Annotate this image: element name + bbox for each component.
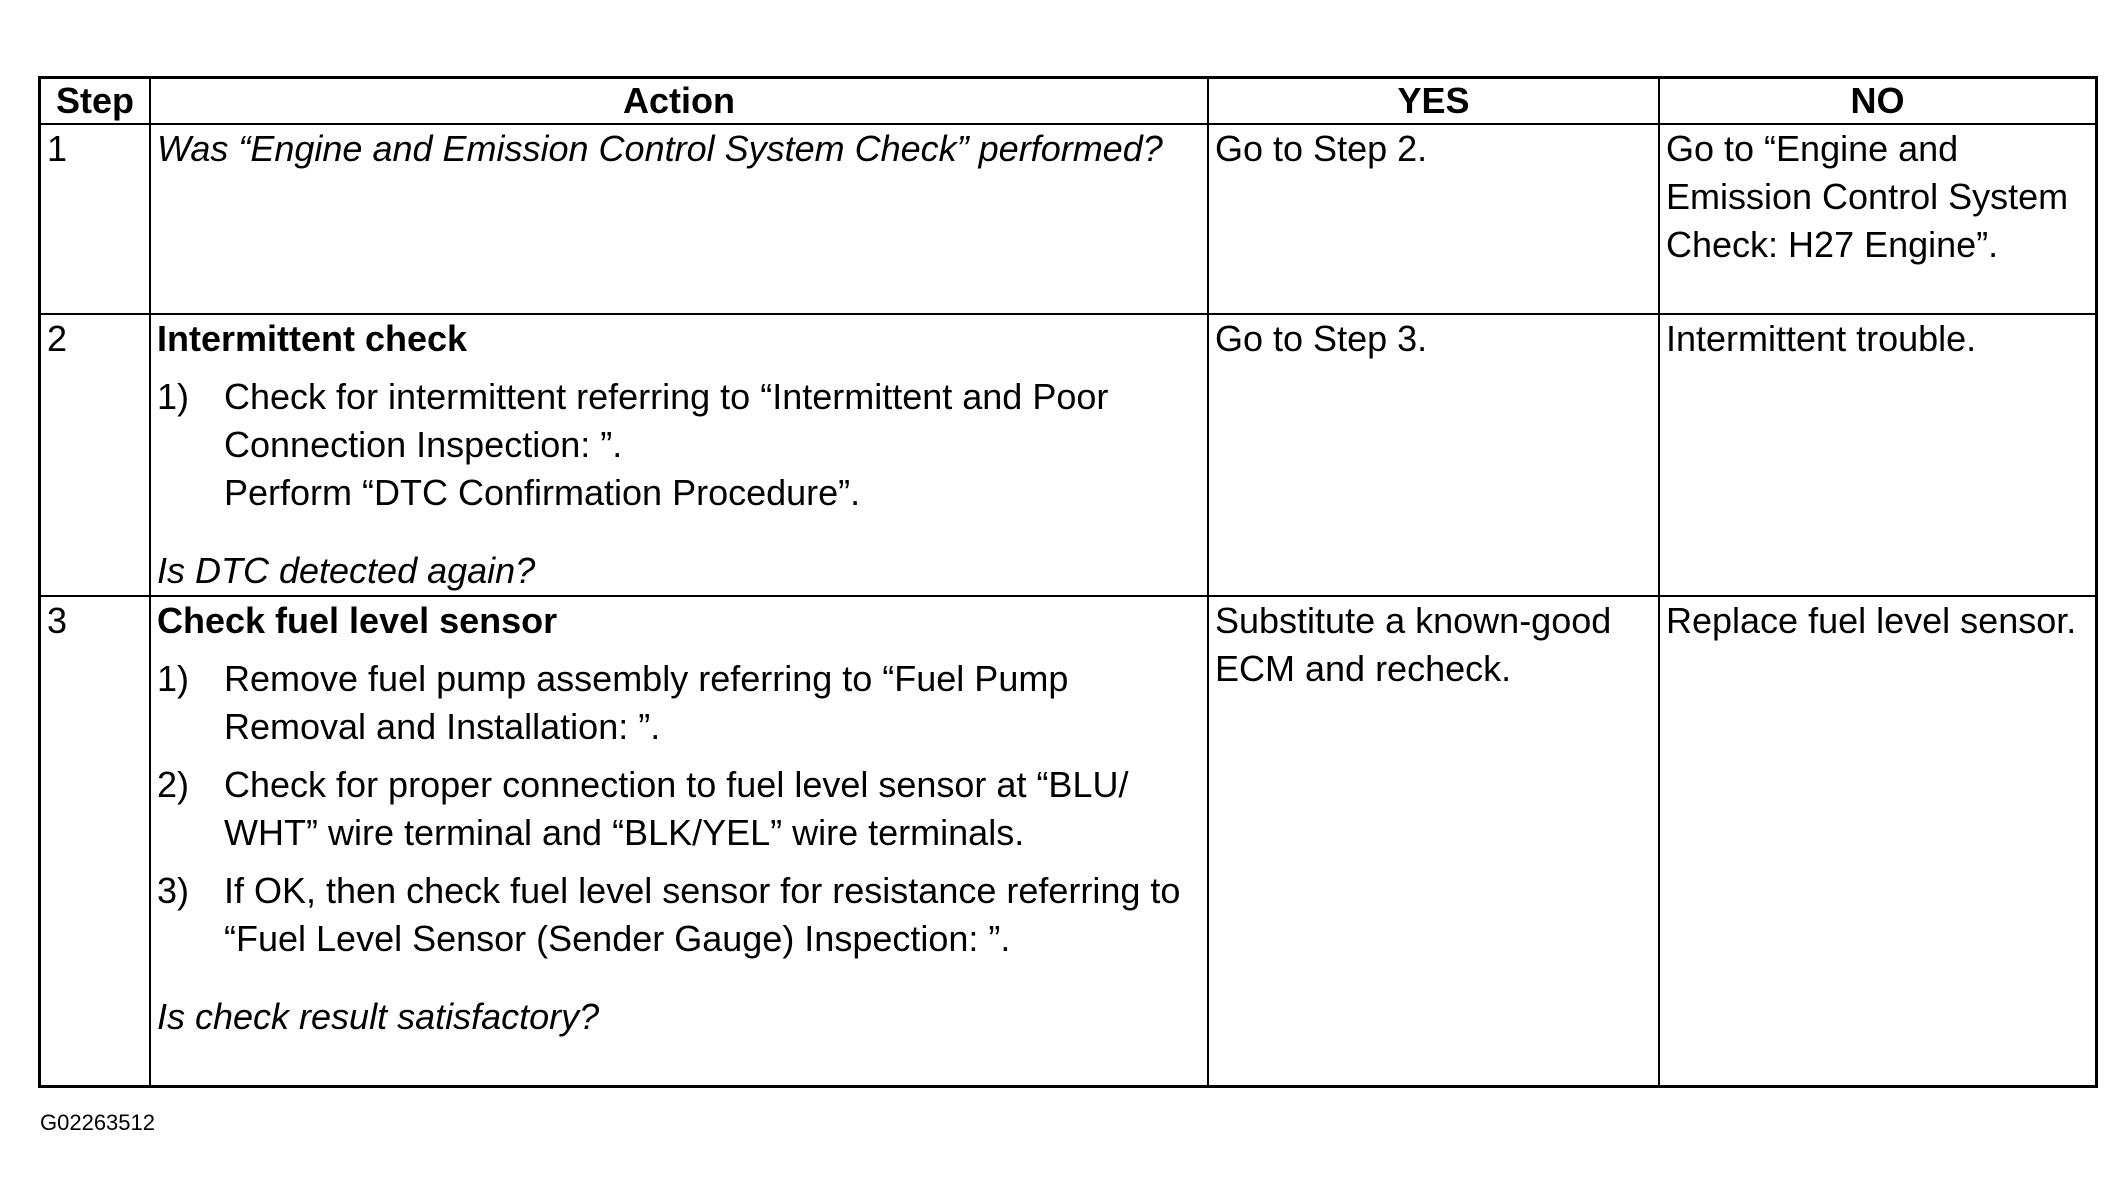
header-action: Action xyxy=(150,79,1208,124)
action-cell xyxy=(150,124,1208,314)
table-row-step-3 xyxy=(41,596,2095,1088)
action-cell xyxy=(150,314,1208,596)
yes-cell: Go to Step 3. xyxy=(1208,314,1659,596)
no-cell: Intermittent trouble. xyxy=(1659,314,2095,596)
header-row xyxy=(41,79,2095,124)
table-row-step-2 xyxy=(41,314,2095,596)
header-no: NO xyxy=(1659,79,2095,124)
action-item xyxy=(157,761,1201,857)
action-item xyxy=(157,867,1201,963)
action-cell xyxy=(150,596,1208,1088)
action-item xyxy=(157,373,1201,517)
step-number: 1 xyxy=(41,124,150,314)
action-item-text: Check for proper connection to fuel level sensor at “BLU/ WHT” wire terminal and “BLK/YEL” wire terminals. xyxy=(224,764,1129,853)
no-cell: Replace fuel level sensor. xyxy=(1659,596,2095,1088)
header-step: Step xyxy=(41,79,150,124)
step-number: 3 xyxy=(41,596,150,1088)
table-row-step-1 xyxy=(41,124,2095,314)
action-item-line: Check for intermittent referring to “Intermittent and Poor Connection Inspection: ”. xyxy=(224,376,1109,465)
action-item-number: 2) xyxy=(157,764,190,805)
no-cell: Go to “Engine and Emission Control System Check: H27 Engine”. xyxy=(1659,124,2095,314)
troubleshooting-table xyxy=(41,79,2095,1088)
action-item-text: If OK, then check fuel level sensor for resistance referring to “Fuel Level Sensor (Sender Gauge) Inspection: ”. xyxy=(224,870,1181,959)
yes-cell: Substitute a known-good ECM and recheck. xyxy=(1208,596,1659,1088)
action-question: Is check result satisfactory? xyxy=(157,996,600,1037)
action-item xyxy=(157,655,1201,751)
step-number: 2 xyxy=(41,314,150,596)
action-item-number: 1) xyxy=(157,376,190,417)
yes-cell: Go to Step 2. xyxy=(1208,124,1659,314)
action-item-line: Perform “DTC Confirmation Procedure”. xyxy=(224,472,861,513)
figure-id: G02263512 xyxy=(40,1110,155,1135)
procedure-table-frame xyxy=(38,76,2098,1088)
action-item-text: Remove fuel pump assembly referring to “Fuel Pump Removal and Installation: ”. xyxy=(224,658,1069,747)
action-item-text xyxy=(224,373,1201,517)
action-title: Intermittent check xyxy=(157,318,468,359)
action-title: Check fuel level sensor xyxy=(157,600,558,641)
action-question: Was “Engine and Emission Control System Check” performed? xyxy=(157,128,1163,169)
header-yes: YES xyxy=(1208,79,1659,124)
action-item-number: 1) xyxy=(157,658,190,699)
action-question: Is DTC detected again? xyxy=(157,550,536,591)
action-item-number: 3) xyxy=(157,870,190,911)
